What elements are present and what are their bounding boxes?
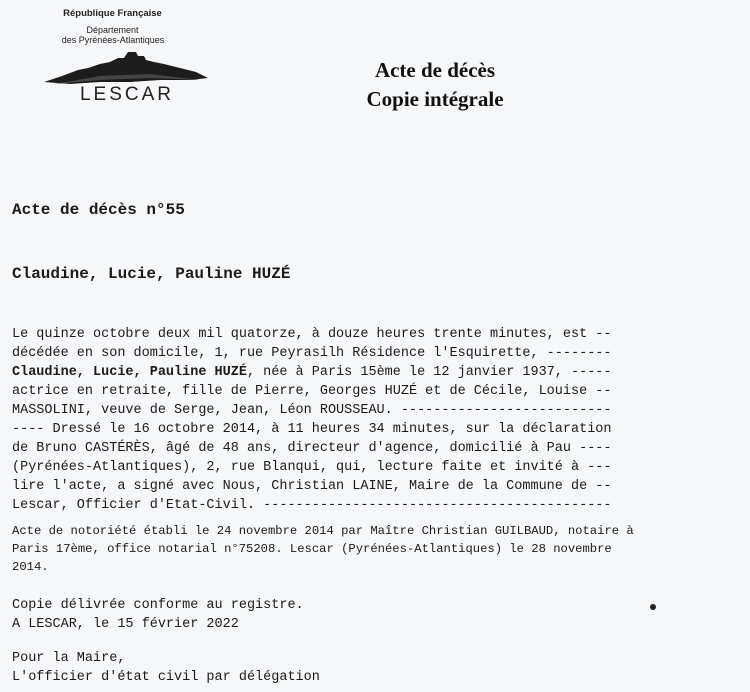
body-line: ---- Dressé le 16 octobre 2014, à 11 heures 34 minutes, sur la déclaration	[12, 422, 612, 437]
mention-line: Paris 17ème, office notarial n°75208. Lescar (Pyrénées-Atlantiques) le 28 novembre	[12, 542, 612, 556]
deceased-name: Claudine, Lucie, Pauline HUZÉ	[12, 265, 291, 283]
mention-line: 2014.	[12, 560, 49, 574]
republic-label: République Française	[63, 8, 162, 19]
department-name: des Pyrénées-Atlantiques	[61, 35, 165, 45]
mention-line: Acte de notoriété établi le 24 novembre 2014 par Maître Christian GUILBAUD, notaire à	[12, 524, 634, 538]
body-line: MASSOLINI, veuve de Serge, Jean, Léon ROUSSEAU. --------------------------	[12, 403, 612, 418]
body-line: décédée en son domicile, 1, rue Peyrasilh Résidence l'Esquirette, --------	[12, 346, 612, 361]
signatory-role: L'officier d'état civil par délégation	[12, 670, 320, 685]
document-subtitle: Copie intégrale	[366, 87, 504, 111]
issue-place-date: A LESCAR, le 15 février 2022	[12, 617, 239, 632]
body-line	[12, 365, 612, 380]
signatory-line: Pour la Maire,	[12, 651, 126, 666]
body-line: lire l'acte, a signé avec Nous, Christian LAINE, Maire de la Commune de --	[12, 479, 612, 494]
record-number: Acte de décès n°55	[12, 201, 185, 219]
department-label: Département	[86, 25, 139, 35]
ink-dot	[650, 604, 656, 610]
deceased-name-inline: Claudine, Lucie, Pauline HUZÉ	[12, 365, 247, 380]
body-line-rest: , née à Paris 15ème le 12 janvier 1937, -----	[246, 365, 612, 380]
commune-logo-text: LESCAR	[79, 84, 175, 105]
body-line: Lescar, Officier d'Etat-Civil. -------------------------------------------	[12, 498, 612, 513]
certification-line: Copie délivrée conforme au registre.	[12, 598, 304, 613]
document-title: Acte de décès	[374, 58, 496, 82]
body-line: actrice en retraite, fille de Pierre, Georges HUZÉ et de Cécile, Louise --	[12, 384, 612, 399]
body-line: Le quinze octobre deux mil quatorze, à douze heures trente minutes, est --	[12, 327, 612, 342]
body-line: de Bruno CASTÉRÈS, âgé de 48 ans, directeur d'agence, domicilié à Pau ----	[12, 441, 612, 456]
body-line: (Pyrénées-Atlantiques), 2, rue Blanqui, qui, lecture faite et invité à ---	[12, 460, 612, 475]
